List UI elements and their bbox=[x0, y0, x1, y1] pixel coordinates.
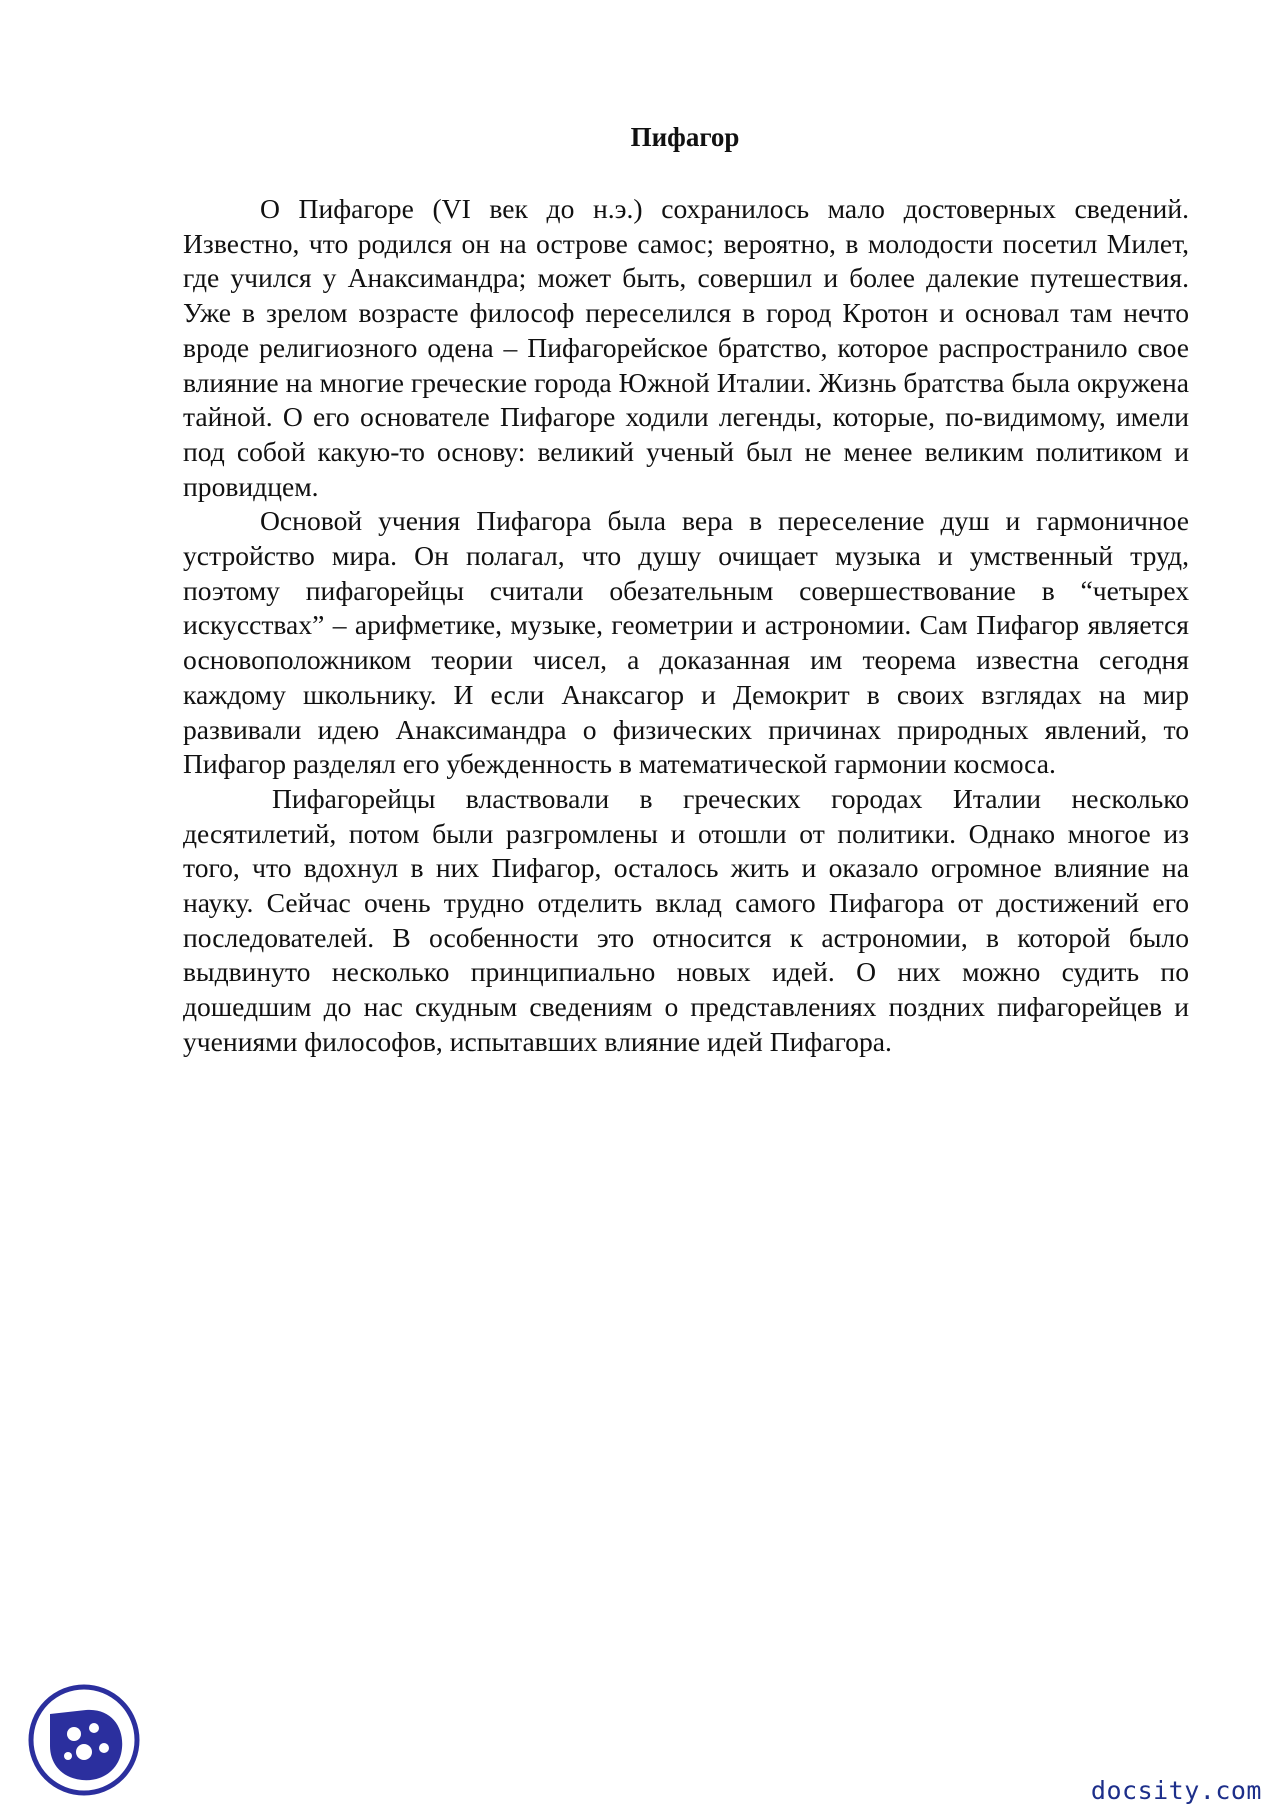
docsity-logo-icon[interactable] bbox=[28, 1684, 140, 1796]
docsity-logo-graphic bbox=[28, 1684, 140, 1796]
paragraph-2: Основой учения Пифагора была вера в переселение душ и гармоничное устройство мира. Он полагал, что душу очищает музыка и умственный труд, поэтому пифагорейцы считали обезательным совершествование в “четырех искусствах” – арифметике, музыке, геометрии и астрономии. Сам Пифагор является основоположником теории чисел, а доказанная им теорема известна сегодня каждому школьнику. И если Анаксагор и Демокрит в своих взглядах на мир развивали идею Анаксимандра о физических причинах природных явлений, то Пифагор разделял его убежденность в математической гармонии космоса. bbox=[183, 505, 1189, 780]
document-title: Пифагор bbox=[630, 122, 740, 152]
docsity-brand-link[interactable]: docsity.com bbox=[1090, 1776, 1262, 1805]
paragraph-1: О Пифагоре (VI век до н.э.) сохранилось мало достоверных сведений. Известно, что родился он на острове самос; вероятно, в молодости посетил Милет, где учился у Анаксимандра; может быть, совершил и более далекие путешествия. Уже в зрелом возрасте философ переселился в город Кротон и основал там нечто вроде религиозного одена – Пифагорейское братство, которое распространило свое влияние на многие греческие города Южной Италии. Жизнь братства была окружена тайной. О его основателе Пифагоре ходили легенды, которые, по-видимому, имели под собой какую-то основу: великий ученый был не менее великим политиком и провидцем. bbox=[183, 193, 1189, 502]
document-body bbox=[183, 192, 1189, 1060]
paragraph-3: Пифагорейцы властвовали в греческих городах Италии несколько десятилетий, потом были разгромлены и отошли от политики. Однако многое из того, что вдохнул в них Пифагор, осталось жить и оказало огромное влияние на науку. Сейчас очень трудно отделить вклад самого Пифагора от достижений его последователей. В особенности это относится к астрономии, в которой было выдвинуто несколько принципиально новых идей. О них можно судить по дошедшим до нас скудным сведениям о представлениях поздних пифагорейцев и учениями философов, испытавших влияние идей Пифагора. bbox=[183, 782, 1189, 1057]
